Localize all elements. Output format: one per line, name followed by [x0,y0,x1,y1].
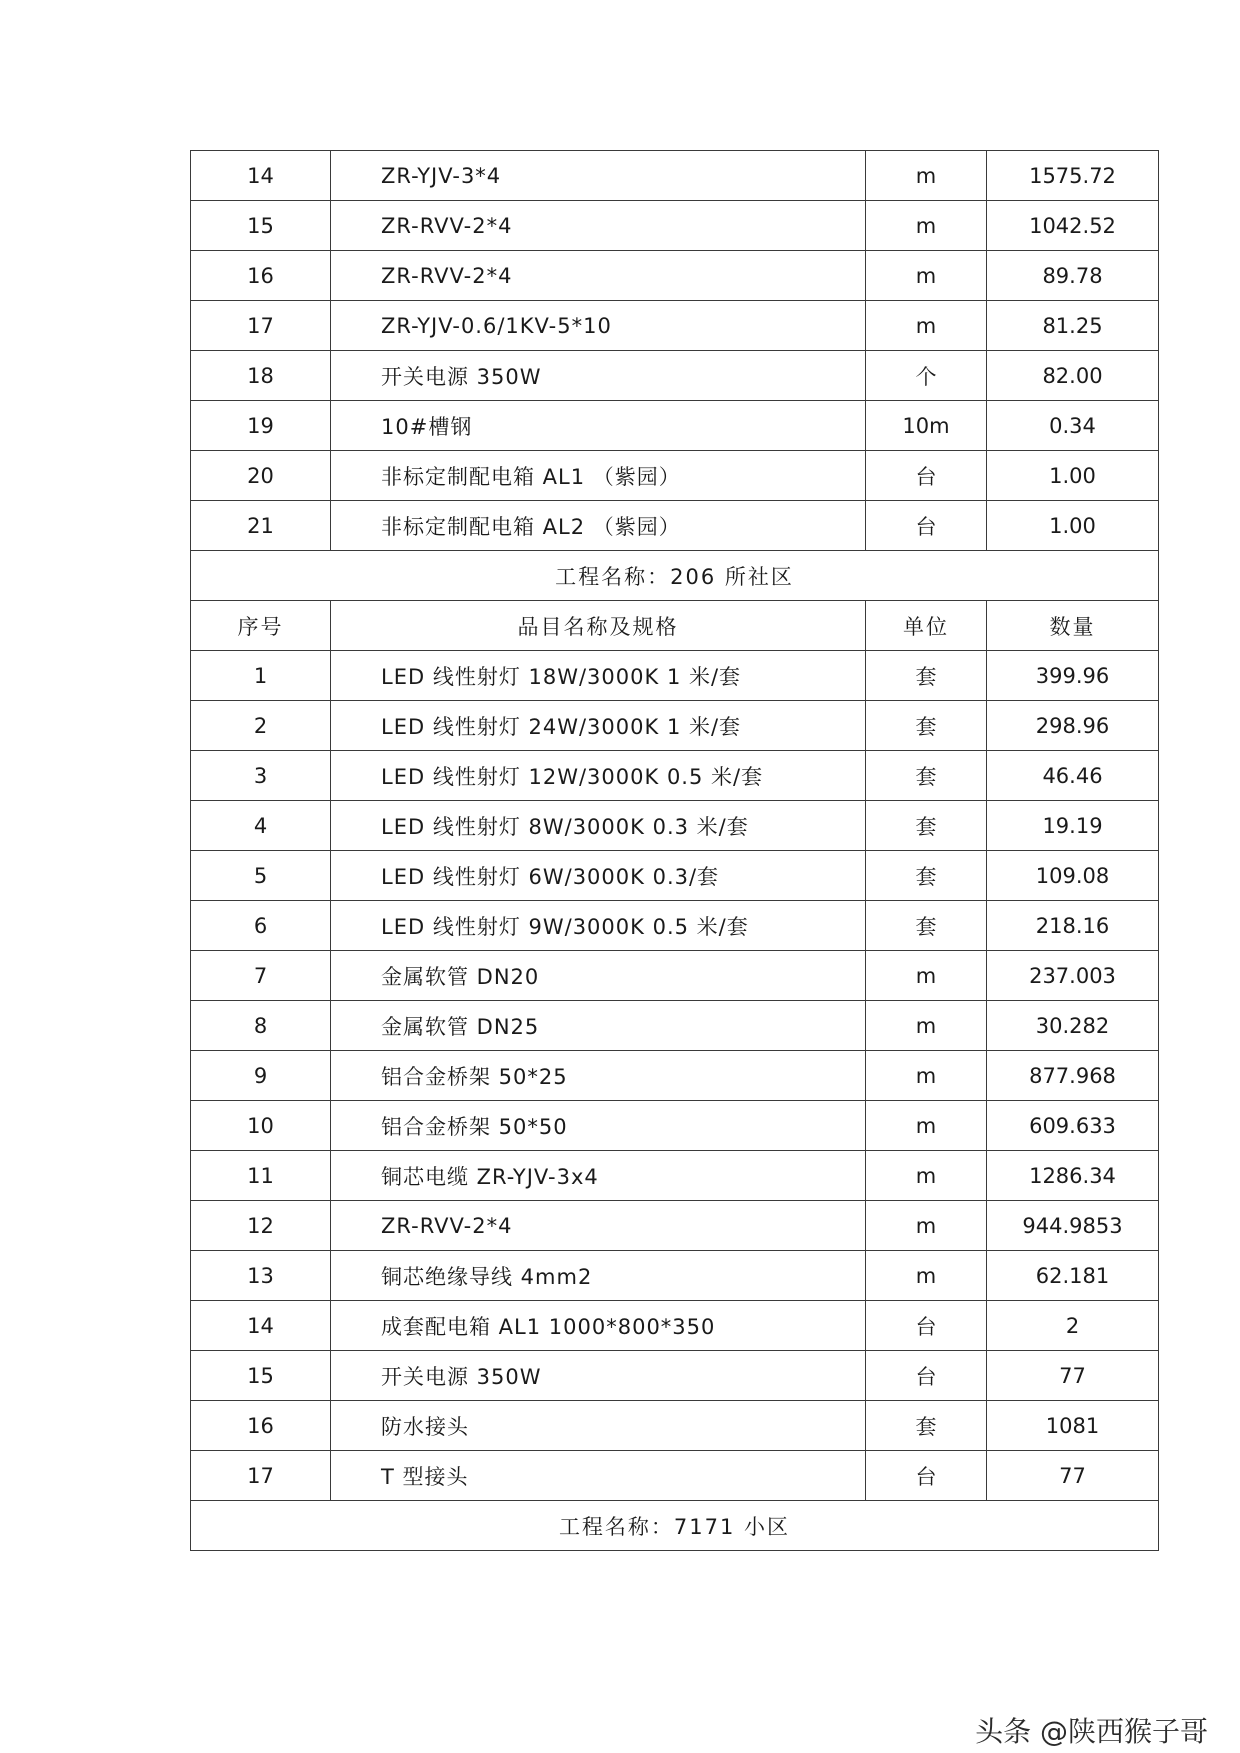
cell-unit: m [866,301,987,351]
cell-no: 5 [191,851,331,901]
cell-no: 1 [191,651,331,701]
cell-qty: 46.46 [987,751,1159,801]
cell-qty: 237.003 [987,951,1159,1001]
cell-unit: 台 [866,451,987,501]
cell-unit: 台 [866,1351,987,1401]
cell-no: 3 [191,751,331,801]
table-row [191,1301,1159,1351]
table-row [191,301,1159,351]
cell-qty: 1042.52 [987,201,1159,251]
table-row [191,1401,1159,1451]
cell-unit: 台 [866,1451,987,1501]
cell-qty: 30.282 [987,1001,1159,1051]
cell-unit: m [866,1151,987,1201]
cell-no: 7 [191,951,331,1001]
cell-qty: 19.19 [987,801,1159,851]
table-row [191,1101,1159,1151]
cell-no: 16 [191,1401,331,1451]
cell-name: 非标定制配电箱 AL1 （紫园） [331,451,866,501]
table-row [191,401,1159,451]
cell-qty: 89.78 [987,251,1159,301]
cell-no: 2 [191,701,331,751]
cell-name: ZR-YJV-3*4 [331,151,866,201]
cell-qty: 81.25 [987,301,1159,351]
section-title-206-text: 工程名称：206 所社区 [191,551,1159,601]
cell-name: 铜芯绝缘导线 4mm2 [331,1251,866,1301]
cell-unit: 套 [866,901,987,951]
table-row [191,701,1159,751]
section-title-206 [191,551,1159,601]
section-title-7171-text: 工程名称：7171 小区 [191,1501,1159,1551]
cell-qty: 1575.72 [987,151,1159,201]
cell-qty: 2 [987,1301,1159,1351]
cell-no: 20 [191,451,331,501]
cell-name: 10#槽钢 [331,401,866,451]
cell-unit: 个 [866,351,987,401]
cell-qty: 109.08 [987,851,1159,901]
cell-no: 14 [191,1301,331,1351]
cell-no: 17 [191,1451,331,1501]
table-row [191,1151,1159,1201]
table-row [191,1051,1159,1101]
section-title-7171 [191,1501,1159,1551]
cell-qty: 399.96 [987,651,1159,701]
cell-no: 18 [191,351,331,401]
table-row [191,951,1159,1001]
cell-unit: m [866,951,987,1001]
cell-unit: 台 [866,501,987,551]
cell-unit: m [866,1101,987,1151]
cell-no: 13 [191,1251,331,1301]
cell-qty: 62.181 [987,1251,1159,1301]
table-row [191,1251,1159,1301]
cell-qty: 298.96 [987,701,1159,751]
table-row [191,901,1159,951]
cell-no: 11 [191,1151,331,1201]
table-row [191,501,1159,551]
table-row [191,451,1159,501]
table-row [191,1201,1159,1251]
cell-qty: 877.968 [987,1051,1159,1101]
cell-name: 开关电源 350W [331,1351,866,1401]
cell-qty: 1081 [987,1401,1159,1451]
table-row [191,801,1159,851]
cell-no: 19 [191,401,331,451]
cell-unit: m [866,1051,987,1101]
cell-name: 防水接头 [331,1401,866,1451]
table-header-row [191,601,1159,651]
cell-name: ZR-RVV-2*4 [331,1201,866,1251]
cell-unit: m [866,1001,987,1051]
cell-name: 金属软管 DN20 [331,951,866,1001]
header-qty: 数量 [987,601,1159,651]
cell-unit: m [866,251,987,301]
table-row [191,1351,1159,1401]
cell-qty: 0.34 [987,401,1159,451]
cell-name: 非标定制配电箱 AL2 （紫园） [331,501,866,551]
cell-no: 10 [191,1101,331,1151]
table-row [191,351,1159,401]
cell-qty: 1286.34 [987,1151,1159,1201]
cell-unit: 套 [866,701,987,751]
cell-unit: 套 [866,651,987,701]
cell-name: 铝合金桥架 50*50 [331,1101,866,1151]
cell-qty: 218.16 [987,901,1159,951]
cell-unit: 套 [866,751,987,801]
table-row [191,151,1159,201]
cell-no: 6 [191,901,331,951]
cell-qty: 1.00 [987,501,1159,551]
cell-qty: 609.633 [987,1101,1159,1151]
cell-name: LED 线性射灯 6W/3000K 0.3/套 [331,851,866,901]
cell-no: 4 [191,801,331,851]
cell-no: 16 [191,251,331,301]
cell-no: 14 [191,151,331,201]
table-row [191,1001,1159,1051]
cell-qty: 82.00 [987,351,1159,401]
cell-name: ZR-RVV-2*4 [331,201,866,251]
cell-unit: 10m [866,401,987,451]
rows-206-group [191,651,1159,1501]
table-row [191,751,1159,801]
cell-name: 成套配电箱 AL1 1000*800*350 [331,1301,866,1351]
cell-unit: m [866,1251,987,1301]
cell-name: LED 线性射灯 8W/3000K 0.3 米/套 [331,801,866,851]
cell-unit: 套 [866,851,987,901]
rows-top-group [191,151,1159,551]
cell-no: 21 [191,501,331,551]
cell-qty: 1.00 [987,451,1159,501]
cell-no: 15 [191,1351,331,1401]
cell-no: 8 [191,1001,331,1051]
cell-no: 12 [191,1201,331,1251]
cell-name: ZR-YJV-0.6/1KV-5*10 [331,301,866,351]
cell-name: 铜芯电缆 ZR-YJV-3x4 [331,1151,866,1201]
table-row [191,851,1159,901]
cell-no: 9 [191,1051,331,1101]
cell-name: ZR-RVV-2*4 [331,251,866,301]
cell-unit: m [866,1201,987,1251]
cell-name: 开关电源 350W [331,351,866,401]
table-row [191,651,1159,701]
cell-qty: 944.9853 [987,1201,1159,1251]
cell-no: 15 [191,201,331,251]
cell-unit: 台 [866,1301,987,1351]
materials-table [190,150,1159,1551]
cell-unit: 套 [866,1401,987,1451]
cell-name: 金属软管 DN25 [331,1001,866,1051]
table-row [191,1451,1159,1501]
cell-no: 17 [191,301,331,351]
table-row [191,201,1159,251]
header-name: 品目名称及规格 [331,601,866,651]
cell-qty: 77 [987,1351,1159,1401]
header-unit: 单位 [866,601,987,651]
cell-unit: 套 [866,801,987,851]
cell-name: 铝合金桥架 50*25 [331,1051,866,1101]
cell-name: LED 线性射灯 18W/3000K 1 米/套 [331,651,866,701]
cell-qty: 77 [987,1451,1159,1501]
cell-unit: m [866,151,987,201]
cell-name: LED 线性射灯 9W/3000K 0.5 米/套 [331,901,866,951]
watermark-text: 头条 @陕西猴子哥 [975,1715,1208,1748]
header-no: 序号 [191,601,331,651]
cell-name: LED 线性射灯 12W/3000K 0.5 米/套 [331,751,866,801]
cell-name: LED 线性射灯 24W/3000K 1 米/套 [331,701,866,751]
cell-name: T 型接头 [331,1451,866,1501]
cell-unit: m [866,201,987,251]
table-row [191,251,1159,301]
